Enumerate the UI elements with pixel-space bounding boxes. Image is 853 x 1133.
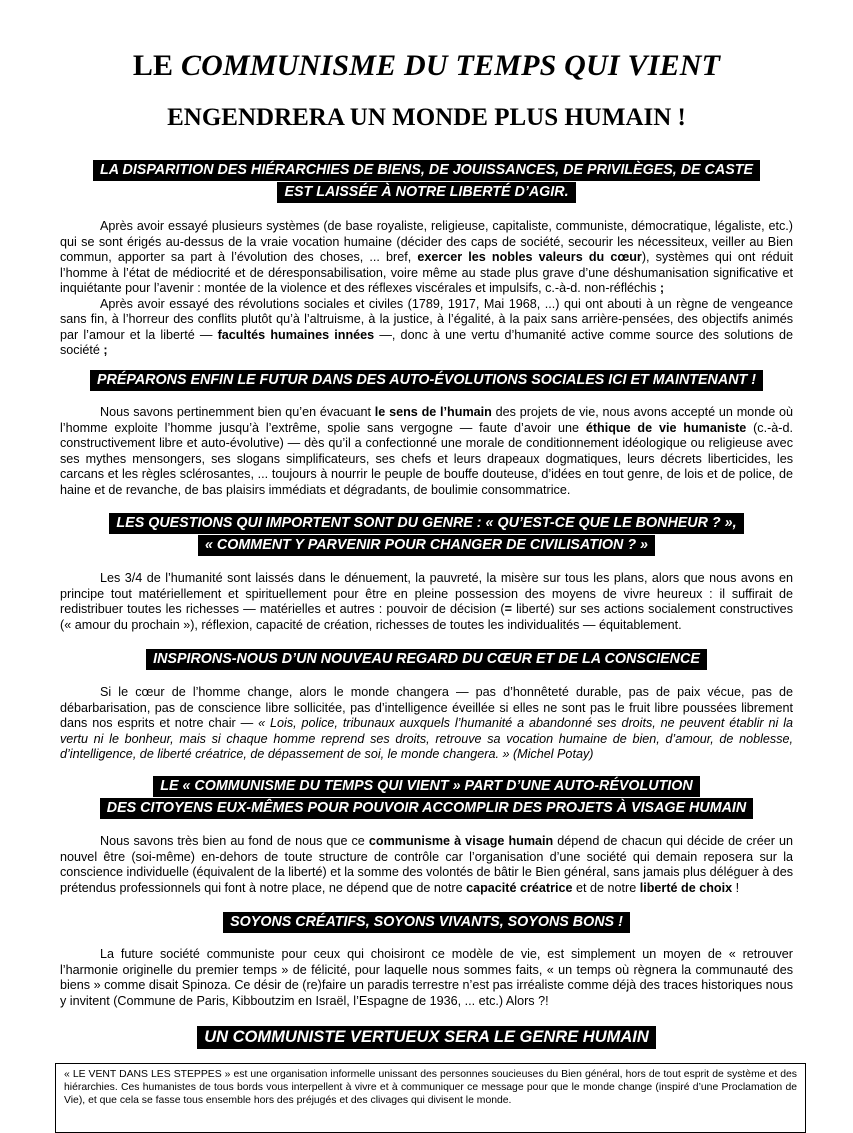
section-heading-1: LA DISPARITION DES HIÉRARCHIES DE BIENS, DE JOUISSANCES, DE PRIVILÈGES, DE CASTE EST LAISSÉE À NOTRE LIBERTÉ D’AGIR. [0,160,853,203]
section-heading-5: LE « COMMUNISME DU TEMPS QUI VIENT » PART D’UNE AUTO-RÉVOLUTION DES CITOYENS EUX-MÊMES POUR POUVOIR ACCOMPLIR DES PROJETS À VISAGE HUMAIN [0,776,853,819]
section-body-2 [60,405,793,498]
section-heading-7: UN COMMUNISTE VERTUEUX SERA LE GENRE HUMAIN [0,1026,853,1049]
section-body-6 [60,947,793,1009]
document-title-line-1: LE COMMUNISME DU TEMPS QUI VIENT [132,49,721,82]
paragraph: La future société communiste pour ceux qui choisiront ce modèle de vie, est simplement un moyen de « retrouver l’harmonie originelle du premier temps » de félicité, pour laquelle nous sommes faits, « un temps où règnera la communauté des biens » comme disait Spinoza. Ce désir de (re)faire un paradis terrestre n’est pas irréaliste comme déjà des traces historiques nous y invitent (Commune de Paris, Kibboutzim en Israël, l’Espagne de 1936, ... etc.) Alors ?! [60,947,793,1008]
paragraph: Après avoir essayé des révolutions sociales et civiles (1789, 1917, Mai 1968, ...) qui ont abouti à un règne de vengeance sans fin, à l’horreur des conflits plutôt qu’à l’altruisme, à la justice, à l’égalité, à la paix sans arrière-pensées, des objectifs animés par l’amour et la liberté — facultés humaines innées —, donc à une vertu d’humanité active comme source des solutions de société ; [60,296,793,357]
section-heading-2: PRÉPARONS ENFIN LE FUTUR DANS DES AUTO-ÉVOLUTIONS SOCIALES ICI ET MAINTENANT ! [0,370,853,391]
section-body-4 [60,685,793,763]
paragraph: Nous savons très bien au fond de nous que ce communisme à visage humain dépend de chacun qui décide de créer un nouvel être (soi-même) en-dehors de toute structure de contrôle car l’organisation d’une société qui demain reposera sur la conscience individuelle (équivalent de la liberté) et la somme des volontés de bâtir le Bien général, sans jamais plus déléguer à des prétendus professionnels qui font à notre place, ne dépend que de notre capacité créatrice et de notre liberté de choix ! [60,834,793,895]
section-heading-4: INSPIRONS-NOUS D’UN NOUVEAU REGARD DU CŒUR ET DE LA CONSCIENCE [0,649,853,670]
paragraph: Après avoir essayé plusieurs systèmes (de base royaliste, religieuse, capitaliste, communiste, démocratique, légaliste, etc.) qui se sont érigés au-dessus de la vraie vocation humaine (décider des caps de société, secourir les nécessiteux, veiller au Bien commun, apporter sa part à l’évolution des choses, ... bref, exercer les nobles valeurs du cœur), systèmes qui ont réduit l’homme à l’état de médiocrité et de déresponsabilisation, voire même au stade plus grave d’une déshumanisation significative et inquiétante pour l’avenir : montée de la violence et des réflexes viscérales et impulsifs, c.-à-d. non-réfléchis ; [60,219,793,295]
footer-box [55,1063,806,1133]
document-title-line-2: ENGENDRERA UN MONDE PLUS HUMAIN ! [167,104,686,131]
paragraph: Les 3/4 de l’humanité sont laissés dans le dénuement, la pauvreté, la misère sur tous les plans, alors que nous avons en principe tout matériellement et spirituellement pour être en pleine possession des moyens de vivre heureux : il suffirait de redistribuer toutes les richesses — matérielles et autres : pouvoir de décision (= liberté) sur ses actions socialement constructives (« amour du prochain »), réflexion, capacité de création, richesses de toutes les individualités — équitablement. [60,571,793,632]
footer-text: « LE VENT DANS LES STEPPES » est une organisation informelle unissant des personnes soucieuses du Bien général, hors de tout esprit de système et des hiérarchies. Ces humanistes de tous bords vous interpellent à vivre et à communiquer ce message pour que le monde change (inspiré d’une Proclamation de Vie), et que cela se fasse tous ensemble hors des préjugés et des clivages qui divisent le monde. [64,1069,797,1106]
section-body-1 [60,219,793,359]
section-body-5 [60,834,793,896]
section-body-3 [60,571,793,633]
section-heading-6: SOYONS CRÉATIFS, SOYONS VIVANTS, SOYONS BONS ! [0,912,853,933]
section-heading-3: LES QUESTIONS QUI IMPORTENT SONT DU GENRE : « QU’EST-CE QUE LE BONHEUR ? », « COMMENT Y PARVENIR POUR CHANGER DE CIVILISATION ? » [0,513,853,556]
paragraph: Si le cœur de l’homme change, alors le monde changera — pas d’honnêteté durable, pas de paix vécue, pas de débarbarisation, pas de conscience libre sollicitée, pas d’intelligence éveillée si elles ne sont pas le fruit libre poussées librement dans nos esprits et notre chair — « Lois, police, tribunaux auxquels l’humanité a abandonné ses droits, ne peuvent établir ni la vertu ni le bonheur, mais si chaque homme reprend ses droits, retrouve sa vocation humaine de bien, d’amour, de noblesse, d’intelligence, de liberté créatrice, de dépassement de soi, le monde changera. » (Michel Potay) [60,685,793,761]
paragraph: Nous savons pertinemment bien qu’en évacuant le sens de l’humain des projets de vie, nous avons accepté un monde où l’homme exploite l’homme jusqu’à l’extrême, spolie sans vergogne — faute d’avoir une éthique de vie humaniste (c.-à-d. constructivement libre et auto-évolutive) — dès qu’il a confectionné une morale de conditionnement idéologique ou religieuse avec ses mythes mensongers, ses slogans simplificateurs, ses chefs et leurs drapeaux dogmatiques, leurs décrets liberticides, les carcans et les règles sclérosantes, ... toujours à nourrir le peuple de bouffe douteuse, d’idées en tout genre, de lois et de police, de haine et de revanche, de bas plaisirs immédiats et dégradants, de boulimie consommatrice. [60,405,794,497]
